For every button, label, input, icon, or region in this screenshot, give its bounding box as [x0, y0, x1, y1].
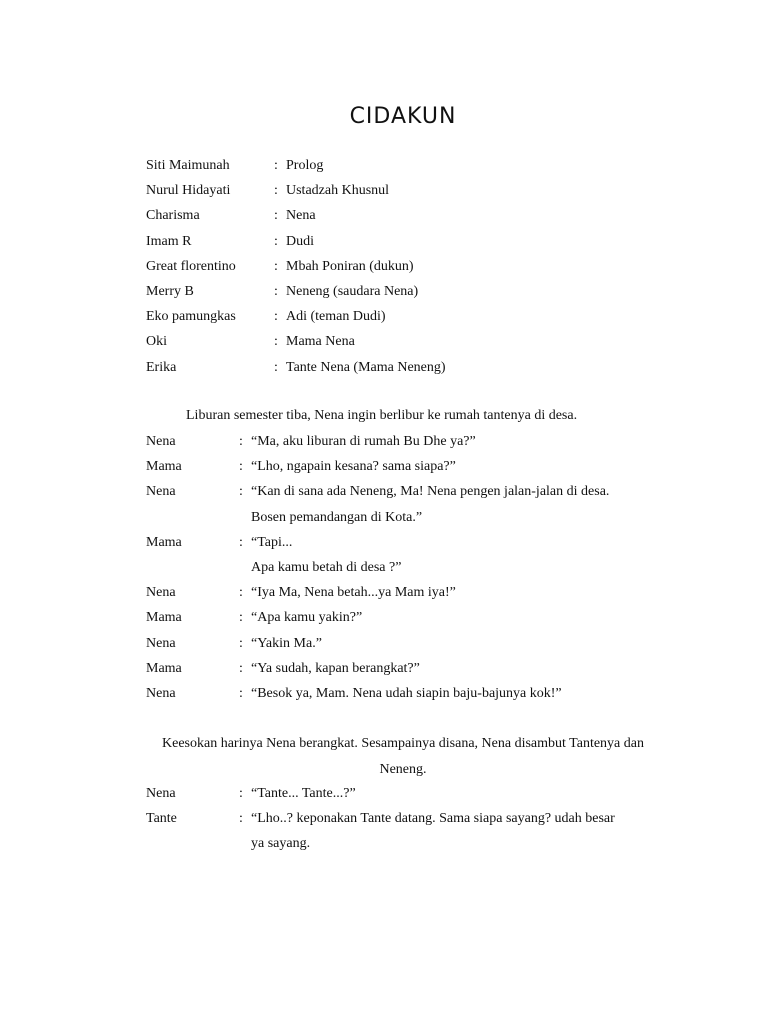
dialogue-text [251, 530, 666, 580]
cast-actor-name: Oki [146, 334, 167, 350]
cast-list [146, 153, 706, 380]
cast-actor-name: Siti Maimunah [146, 158, 230, 173]
dialogue-row [146, 530, 666, 580]
colon-separator: : [274, 309, 278, 325]
cast-row [146, 279, 706, 304]
dialogue-line: “Lho, ngapain kesana? sama siapa?” [251, 459, 456, 475]
dialogue-section [146, 781, 666, 857]
speaker-name: Nena [146, 686, 176, 702]
cast-row [146, 304, 706, 329]
cast-role: Neneng (saudara Nena) [286, 283, 419, 299]
colon-separator: : [239, 686, 243, 702]
speaker-name: Mama [146, 660, 182, 676]
dialogue-line: “Tapi... [251, 534, 293, 550]
cast-role: Adi (teman Dudi) [286, 309, 386, 325]
cast-actor-name: Imam R [146, 233, 192, 249]
speaker-name: Nena [146, 635, 176, 651]
dialogue-line: ya sayang. [251, 836, 311, 852]
cast-actor-name: Great florentino [146, 258, 236, 274]
narration: Liburan semester tiba, Nena ingin berlibur ke rumah tantenya di desa. [186, 408, 578, 423]
dialogue-line: “Tante... Tante...?” [251, 786, 356, 801]
cast-role: Tante Nena (Mama Neneng) [286, 359, 446, 375]
dialogue-row [146, 781, 666, 806]
colon-separator: : [274, 283, 278, 299]
cast-row [146, 153, 706, 178]
dialogue-row [146, 806, 666, 856]
speaker-name: Nena [146, 585, 176, 601]
speaker-name: Mama [146, 610, 182, 626]
speaker-name: Mama [146, 459, 182, 475]
dialogue-row [146, 631, 666, 656]
speaker-name: Tante [146, 811, 177, 827]
cast-row [146, 203, 706, 228]
dialogue-line: “Kan di sana ada Neneng, Ma! Nena pengen jalan-jalan di desa. [251, 484, 610, 500]
colon-separator: : [239, 585, 243, 601]
colon-separator: : [239, 484, 243, 500]
dialogue-line: “Iya Ma, Nena betah...ya Mam iya!” [251, 585, 456, 601]
dialogue-row [146, 681, 666, 706]
colon-separator: : [274, 183, 278, 199]
dialogue-text [251, 580, 666, 605]
cast-row [146, 329, 706, 354]
colon-separator: : [274, 258, 278, 274]
dialogue-text [251, 631, 666, 656]
cast-actor-name: Merry B [146, 283, 194, 299]
dialogue-line: “Lho..? keponakan Tante datang. Sama siapa sayang? udah besar [251, 811, 615, 827]
dialogue-row [146, 454, 666, 479]
dialogue-text [251, 429, 666, 454]
dialogue-line: “Ma, aku liburan di rumah Bu Dhe ya?” [251, 434, 476, 449]
cast-role: Dudi [286, 233, 314, 249]
cast-role: Mbah Poniran (dukun) [286, 258, 414, 274]
dialogue-row [146, 656, 666, 681]
cast-role: Mama Nena [286, 334, 355, 350]
dialogue-section [146, 429, 666, 706]
colon-separator: : [274, 158, 278, 173]
cast-actor-name: Nurul Hidayati [146, 183, 231, 199]
dialogue-line: “Apa kamu yakin?” [251, 610, 363, 626]
cast-actor-name: Eko pamungkas [146, 309, 236, 325]
cast-role: Prolog [286, 158, 324, 173]
colon-separator: : [274, 334, 278, 350]
dialogue-text [251, 681, 666, 706]
speaker-name: Nena [146, 434, 176, 449]
colon-separator: : [239, 534, 243, 550]
colon-separator: : [239, 660, 243, 676]
dialogue-text [251, 781, 666, 806]
colon-separator: : [239, 786, 243, 801]
dialogue-text [251, 656, 666, 681]
dialogue-line: “Yakin Ma.” [251, 635, 322, 651]
colon-separator: : [274, 233, 278, 249]
dialogue-text [251, 454, 666, 479]
dialogue-row [146, 580, 666, 605]
dialogue-text [251, 479, 666, 529]
document-title: CIDAKUN [349, 104, 457, 129]
cast-row [146, 178, 706, 203]
colon-separator: : [239, 459, 243, 475]
speaker-name: Mama [146, 534, 182, 550]
dialogue-line: Bosen pemandangan di Kota.” [251, 509, 423, 525]
dialogue-row [146, 605, 666, 630]
dialogue-text [251, 806, 666, 856]
dialogue-line: “Ya sudah, kapan berangkat?” [251, 660, 420, 676]
cast-row [146, 229, 706, 254]
speaker-name: Nena [146, 786, 176, 801]
narration: Keesokan harinya Nena berangkat. Sesampainya disana, Nena disambut Tantenya dan Neneng. [162, 736, 644, 777]
colon-separator: : [239, 635, 243, 651]
colon-separator: : [274, 208, 278, 224]
dialogue-row [146, 429, 666, 454]
dialogue-line: Apa kamu betah di desa ?” [251, 560, 402, 576]
cast-actor-name: Charisma [146, 208, 200, 224]
colon-separator: : [239, 610, 243, 626]
cast-row [146, 254, 706, 279]
cast-role: Nena [286, 208, 316, 224]
colon-separator: : [239, 434, 243, 449]
dialogue-row [146, 479, 666, 529]
dialogue-text [251, 605, 666, 630]
colon-separator: : [274, 359, 278, 375]
dialogue-line: “Besok ya, Mam. Nena udah siapin baju-bajunya kok!” [251, 686, 562, 702]
colon-separator: : [239, 811, 243, 827]
cast-row [146, 355, 706, 380]
cast-actor-name: Erika [146, 359, 177, 375]
cast-role: Ustadzah Khusnul [286, 183, 390, 199]
speaker-name: Nena [146, 484, 176, 500]
